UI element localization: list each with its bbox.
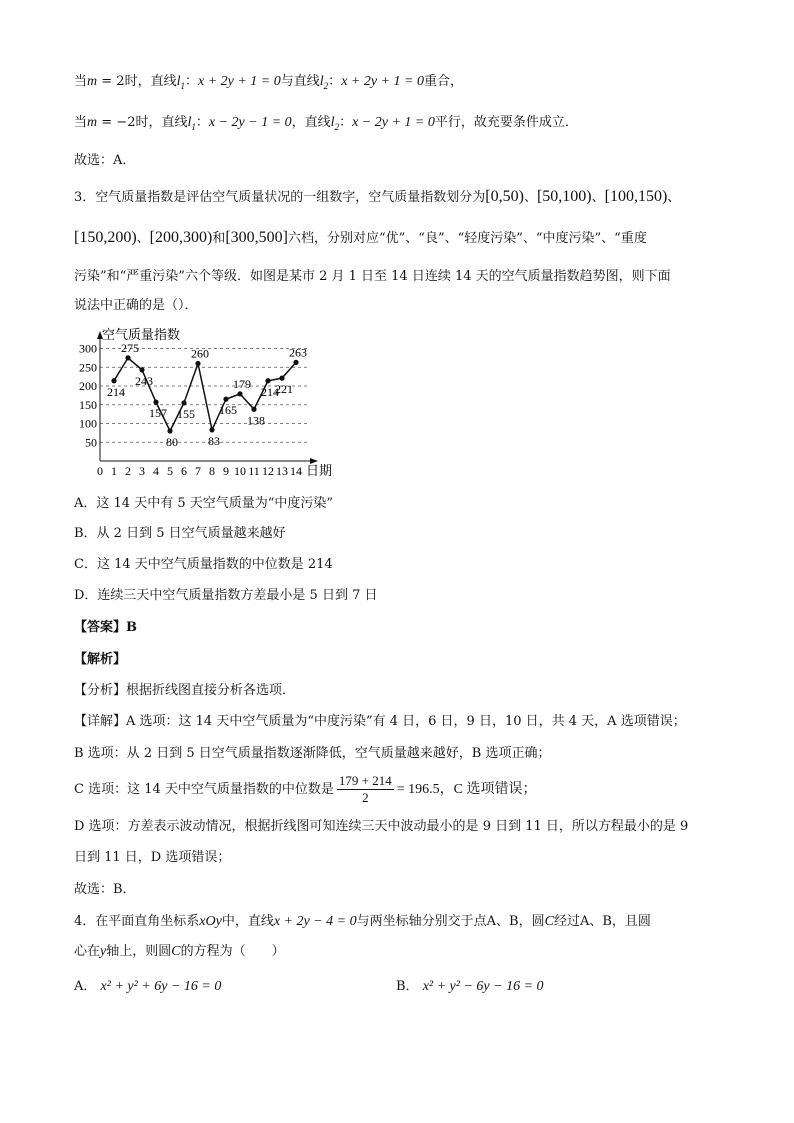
data-point	[237, 391, 242, 396]
y-tick-label: 100	[79, 416, 97, 431]
answer: 【答案】B	[74, 620, 137, 635]
analysis-fenxi: 【分析】根据折线图直接分析各选项．	[74, 683, 296, 698]
data-point	[195, 361, 200, 366]
q3-stem-line4: 说法中正确的是（）．	[74, 298, 198, 313]
q3-option-d: D．连续三天中空气质量指数方差最小是 5 日到 7 日	[74, 588, 378, 603]
data-point	[279, 376, 284, 381]
detail-c: C 选项：这 14 天中空气质量指数的中位数是 $\frac{179 + 214}{2}$ = 196.5，C 选项错误；	[74, 773, 537, 805]
q4-option-b: B． x² + y² − 6y − 16 = 0	[396, 979, 544, 994]
y-axis-label: 空气质量指数	[102, 328, 181, 343]
equation: x − 2y − 1 = 0	[208, 115, 292, 130]
x-tick-label: 6	[181, 464, 187, 478]
data-label: 80	[166, 435, 178, 449]
q3-option-c: C．这 14 天中空气质量指数的中位数是 214	[74, 557, 333, 572]
median-fraction: $\frac{179 + 214}{2}$	[338, 773, 392, 805]
data-label: 179	[233, 376, 251, 391]
data-label: 83	[208, 433, 220, 448]
data-point	[153, 400, 158, 405]
x-tick-label: 3	[139, 464, 145, 478]
x-tick-label: 2	[125, 464, 131, 478]
x-tick-label: 0	[97, 464, 103, 478]
equation: x − 2y + 1 = 0	[352, 115, 435, 130]
y-tick-label: 200	[79, 379, 97, 393]
q3-option-b: B．从 2 日到 5 日空气质量越来越好	[74, 526, 286, 541]
data-point	[251, 407, 256, 412]
x-tick-label: 10	[234, 464, 246, 478]
analysis-heading: 【解析】	[74, 652, 127, 667]
x-tick-label: 7	[195, 464, 201, 478]
air-quality-line-chart	[74, 323, 354, 478]
q4-option-b-label: B．	[396, 979, 419, 994]
y-tick-label: 150	[79, 397, 97, 412]
data-label: 155	[177, 406, 195, 421]
x-tick-label: 12	[262, 464, 274, 478]
x-tick-label: 1	[111, 464, 117, 478]
detail-d-line1: D 选项：方差表示波动情况，根据折线图可知连续三天中波动最小的是 9 日到 11 日，所以方程最小的是 9	[74, 819, 689, 834]
data-point	[209, 427, 214, 432]
x-tick-label: 5	[167, 464, 173, 478]
q4-options	[74, 977, 754, 997]
q3-stem-line3: 污染”和“严重污染”六个等级．如图是某市 2 月 1 日至 14 日连续 14 天的空气质量指数趋势图，则下面	[74, 269, 671, 284]
line-m2: 当m = 2时，直线$l_1$：x + 2y + 1 = 0与直线$l_2$：x + 2y + 1 = 0重合，	[74, 74, 463, 91]
x-tick-label: 9	[223, 464, 229, 478]
q4-stem-line2: 心在y轴上，则圆C的方程为（ ）	[74, 944, 285, 959]
data-point	[181, 400, 186, 405]
x-tick-label: 4	[153, 464, 159, 478]
data-point	[223, 397, 228, 402]
detail-a: 【详解】A 选项：这 14 天中空气质量为“中度污染”有 4 日，6 日，9 日，10 日，共 4 天，A 选项错误；	[74, 714, 686, 729]
data-label: 214	[107, 384, 125, 399]
q3-stem-line1: 3．空气质量指数是评估空气质量状况的一组数字，空气质量指数划分为[0,50)、[50,100)、[100,150)、	[74, 188, 681, 205]
data-point	[167, 428, 172, 433]
q3-stem-line2: [150,200)、[200,300)和[300,500]六档，分别对应“优”、“良”、“轻度污染”、“中度污染”、“重度	[74, 229, 647, 246]
data-point	[293, 360, 298, 365]
x-axis-label: 日期	[306, 464, 333, 478]
y-tick-label: 50	[85, 435, 97, 450]
data-label: 138	[247, 413, 265, 428]
choose-a: 故选：A．	[74, 153, 136, 168]
equation: x + 2y + 1 = 0	[197, 74, 281, 89]
chart-data-labels	[107, 341, 307, 449]
x-tick-label: 14	[290, 464, 302, 478]
data-label: 260	[191, 346, 209, 361]
q3-option-a: A．这 14 天中有 5 天空气质量为“中度污染”	[74, 496, 334, 511]
data-point	[139, 367, 144, 372]
x-tick-label: 8	[209, 464, 215, 478]
data-label: 243	[135, 373, 153, 388]
line-m-neg2: 当m = −2时，直线$l_1$：x − 2y − 1 = 0，直线$l_2$：x − 2y + 1 = 0平行，故充要条件成立．	[74, 115, 578, 132]
q4-option-a: x² + y² + 6y − 16 = 0	[100, 979, 222, 994]
data-label: 214	[261, 384, 279, 399]
choose-b: 故选：B．	[74, 882, 136, 897]
data-label: 165	[219, 403, 237, 418]
y-tick-label: 250	[79, 360, 97, 375]
data-point	[125, 355, 130, 360]
data-label: 157	[149, 406, 167, 421]
data-label: 221	[275, 382, 293, 397]
q4-stem-line1: 4．在平面直角坐标系xOy中，直线x + 2y − 4 = 0与两坐标轴分别交于点A、B，圆C经过A、B，且圆	[74, 914, 651, 929]
x-tick-label: 11	[248, 464, 260, 478]
data-label: 263	[289, 345, 307, 360]
x-tick-label: 13	[276, 464, 288, 478]
data-point	[111, 378, 116, 383]
equation: x + 2y + 1 = 0	[341, 74, 424, 89]
data-point	[265, 378, 270, 383]
detail-d-line2: 日到 11 日，D 选项错误；	[74, 850, 231, 865]
q4-option-a-label: A．	[74, 979, 97, 994]
y-tick-label: 300	[79, 341, 97, 356]
data-label: 275	[121, 340, 139, 355]
detail-b: B 选项：从 2 日到 5 日空气质量指数逐渐降低，空气质量越来越好，B 选项正确；	[74, 746, 551, 761]
